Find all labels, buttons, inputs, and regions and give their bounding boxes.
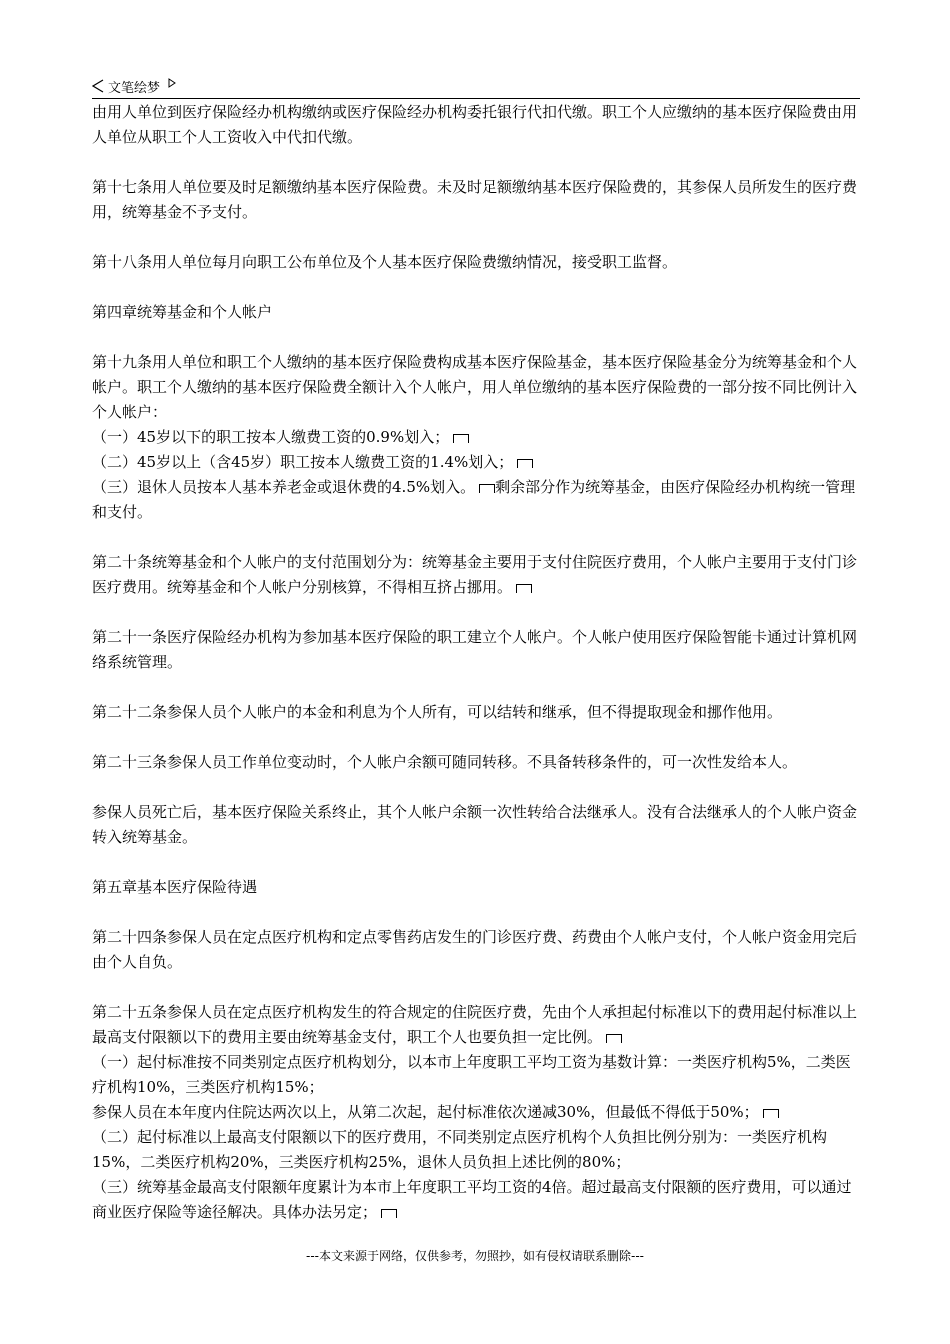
paragraph: 第十八条用人单位每月向职工公布单位及个人基本医疗保险费缴纳情况，接受职工监督。 bbox=[92, 253, 678, 271]
list-item-text: 参保人员在本年度内住院达两次以上，从第二次起，起付标准依次递减30%，但最低不得低于50%； bbox=[92, 1103, 759, 1121]
chapter-heading: 第五章基本医疗保险待遇 bbox=[92, 878, 258, 896]
left-triangle-icon bbox=[92, 79, 104, 93]
chapter-heading: 第四章统筹基金和个人帐户 bbox=[92, 303, 273, 321]
paragraph: 第十九条用人单位和职工个人缴纳的基本医疗保险费构成基本医疗保险基金，基本医疗保险基金分为统筹基金和个人帐户。职工个人缴纳的基本医疗保险费全额计入个人帐户，用人单位缴纳的基本医疗保险费的一部分按不同比例计入个人帐户： bbox=[92, 353, 858, 421]
list-item bbox=[92, 425, 860, 450]
paragraph bbox=[92, 1000, 860, 1050]
paragraph-mark-icon bbox=[479, 484, 495, 493]
list-item: （二）起付标准以上最高支付限额以下的医疗费用，不同类别定点医疗机构个人负担比例分别为：一类医疗机构15%，二类医疗机构20%，三类医疗机构25%，退休人员负担上述比例的80%； bbox=[92, 1128, 828, 1171]
list-item-text: （二）45岁以上（含45岁）职工按本人缴费工资的1.4%划入； bbox=[92, 453, 514, 471]
list-item-text: 剩余部分作为统筹基金，由医疗保险经办机构统一管理和支付。 bbox=[92, 478, 856, 521]
paragraph-mark-icon bbox=[763, 1109, 779, 1118]
document-body bbox=[92, 100, 860, 1225]
list-item bbox=[92, 450, 860, 475]
paragraph: 由用人单位到医疗保险经办机构缴纳或医疗保险经办机构委托银行代扣代缴。职工个人应缴纳的基本医疗保险费由用人单位从职工个人工资收入中代扣代缴。 bbox=[92, 103, 858, 146]
list-item bbox=[92, 1100, 860, 1125]
list-item-text: （三）退休人员按本人基本养老金或退休费的4.5%划入。 bbox=[92, 478, 476, 496]
paragraph-mark-icon bbox=[381, 1209, 397, 1218]
paragraph: 第十七条用人单位要及时足额缴纳基本医疗保险费。未及时足额缴纳基本医疗保险费的，其参保人员所发生的医疗费用，统筹基金不予支付。 bbox=[92, 178, 858, 221]
list-item-text: （一）45岁以下的职工按本人缴费工资的0.9%划入； bbox=[92, 428, 450, 446]
paragraph bbox=[92, 550, 860, 600]
right-triangle-icon bbox=[168, 78, 176, 88]
header-brand bbox=[92, 76, 176, 96]
paragraph-text: 第二十条统筹基金和个人帐户的支付范围划分为：统筹基金主要用于支付住院医疗费用，个人帐户主要用于支付门诊医疗费用。统筹基金和个人帐户分别核算，不得相互挤占挪用。 bbox=[92, 553, 858, 596]
paragraph: 第二十二条参保人员个人帐户的本金和利息为个人所有，可以结转和继承，但不得提取现金和挪作他用。 bbox=[92, 703, 783, 721]
paragraph-mark-icon bbox=[517, 459, 533, 468]
header-brand-text: 文笔绘梦 bbox=[108, 80, 161, 96]
paragraph: 第二十四条参保人员在定点医疗机构和定点零售药店发生的门诊医疗费、药费由个人帐户支付，个人帐户资金用完后由个人自负。 bbox=[92, 928, 858, 971]
paragraph-mark-icon bbox=[606, 1034, 622, 1043]
paragraph: 第二十三条参保人员工作单位变动时，个人帐户余额可随同转移。不具备转移条件的，可一次性发给本人。 bbox=[92, 753, 798, 771]
page-header bbox=[92, 76, 860, 99]
paragraph: 参保人员死亡后，基本医疗保险关系终止，其个人帐户余额一次性转给合法继承人。没有合法继承人的个人帐户资金转入统筹基金。 bbox=[92, 803, 858, 846]
paragraph: 第二十一条医疗保险经办机构为参加基本医疗保险的职工建立个人帐户。个人帐户使用医疗保险智能卡通过计算机网络系统管理。 bbox=[92, 628, 858, 671]
paragraph-mark-icon bbox=[516, 584, 532, 593]
list-item bbox=[92, 1175, 860, 1225]
page-footer: ---本文来源于网络，仅供参考，勿照抄，如有侵权请联系删除--- bbox=[306, 1249, 644, 1263]
list-item bbox=[92, 475, 860, 525]
list-item-text: （三）统筹基金最高支付限额年度累计为本市上年度职工平均工资的4倍。超过最高支付限额的医疗费用，可以通过商业医疗保险等途径解决。具体办法另定； bbox=[92, 1178, 852, 1221]
paragraph-mark-icon bbox=[453, 434, 469, 443]
list-item: （一）起付标准按不同类别定点医疗机构划分，以本市上年度职工平均工资为基数计算：一类医疗机构5%，二类医疗机构10%，三类医疗机构15%； bbox=[92, 1053, 851, 1096]
paragraph-text: 第二十五条参保人员在定点医疗机构发生的符合规定的住院医疗费，先由个人承担起付标准以下的费用起付标准以上最高支付限额以下的费用主要由统筹基金支付，职工个人也要负担一定比例。 bbox=[92, 1003, 858, 1046]
